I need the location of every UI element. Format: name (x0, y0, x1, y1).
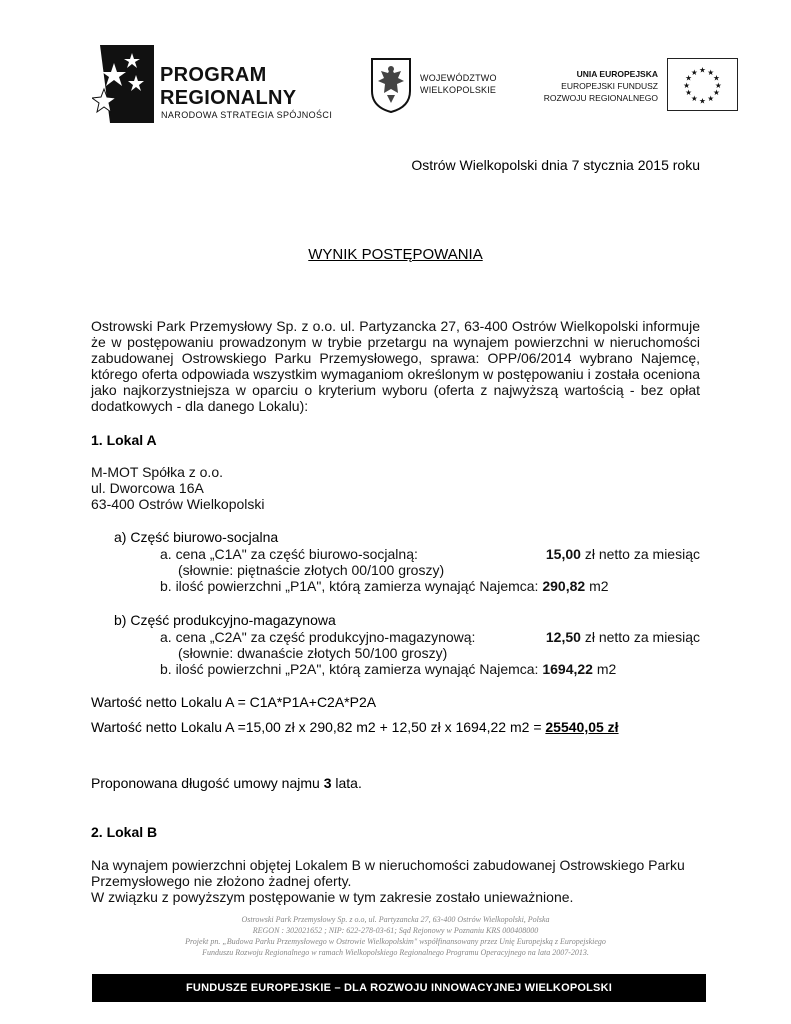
part-b-area-unit: m2 (596, 661, 617, 677)
svg-text:★: ★ (699, 96, 706, 106)
lease-duration-label: Proponowana długość umowy najmu (91, 775, 320, 791)
program-logo-line1: PROGRAM (160, 64, 267, 86)
svg-text:★: ★ (683, 80, 691, 90)
part-a-price (160, 546, 700, 578)
eu-logo-line1: UNIA EUROPEJSKA (576, 69, 658, 79)
program-regionalny-logo (92, 45, 354, 123)
part-a-title: a) Część biurowo-socjalna (114, 529, 279, 545)
winner-name: M-MOT Spółka z o.o. (91, 464, 224, 480)
part-b-price-label: a. cena „C2A" za część produkcyjno-magazynową: (160, 629, 476, 645)
part-b-price-words: (słownie: dwanaście złotych 50/100 groszy) (178, 645, 448, 661)
part-b-title: b) Część produkcyjno-magazynowa (114, 612, 336, 628)
part-b-price (160, 629, 700, 661)
winner-city: 63-400 Ostrów Wielkopolski (91, 496, 265, 512)
section2-line1: Na wynajem powierzchni objętej Lokalem B w nieruchomości zabudowanej Ostrowskiego Parku Przemysłowego nie złożono żadnej oferty. (91, 857, 685, 889)
section1-title: 1. Lokal A (91, 432, 157, 448)
svg-text:★: ★ (690, 93, 698, 103)
intro-paragraph: Ostrowski Park Przemysłowy Sp. z o.o. ul. Partyzancka 27, 63-400 Ostrów Wielkopolski informuje że w postępowaniu prowadzonym w trybie przetargu na wynajem powierzchni w nieruchomości zabudowanej Ostrowskiego Parku Przemysłowego, sprawa: OPP/06/2014 wybrano Najemcę, którego oferta odpowiada wszystkim wymaganiom określonym w postępowaniu i została oceniona jako najkorzystniejsza w oparciu o kryterium wyboru (oferta z najwyższą wartością - bez opłat dodatkowych - dla danego Lokalu): (91, 318, 700, 414)
svg-text:★: ★ (712, 88, 720, 98)
part-a-price-words: (słownie: piętnaście złotych 00/100 groszy) (178, 562, 445, 578)
eu-logo-line3: ROZWOJU REGIONALNEGO (543, 93, 658, 103)
part-a-price-value: 15,00 (545, 546, 581, 562)
part-b-area (160, 661, 700, 677)
part-b-price-suffix: zł netto za miesiąc (584, 629, 700, 645)
value-calculation-text: Wartość netto Lokalu A =15,00 zł x 290,82 m2 + 12,50 zł x 1694,22 m2 = (91, 719, 542, 735)
footer-line1: Ostrowski Park Przemysłowy Sp. z o.o, ul. Partyzancka 27, 63-400 Ostrów Wielkopolski, Polska (241, 915, 550, 924)
eagle-crest-icon (370, 57, 412, 113)
lease-duration-unit: lata. (335, 775, 362, 791)
woj-logo-line1: WOJEWÓDZTWO (420, 73, 497, 83)
woj-logo-line2: WIELKOPOLSKIE (420, 85, 497, 95)
section2-body (91, 857, 700, 905)
program-regionalny-emblem-icon (92, 45, 154, 123)
part-a-area-value: 290,82 (542, 578, 586, 594)
part-b-area-label: b. ilość powierzchni „P2A", którą zamierza wynająć Najemca: (160, 661, 539, 677)
value-formula: Wartość netto Lokalu A = C1A*P1A+C2A*P2A (91, 694, 377, 710)
value-calculation (91, 719, 619, 735)
document-title: WYNIK POSTĘPOWANIA (308, 246, 483, 263)
svg-text:★: ★ (712, 73, 720, 83)
part-a-area (160, 578, 700, 594)
footer-line3: Projekt pn. „Budowa Parku Przemysłowego w Ostrowie Wielkopolskim" współfinansowany przez Unię Europejską z Europejskiego (185, 937, 606, 946)
part-b-area-value: 1694,22 (542, 661, 593, 677)
svg-text:★: ★ (685, 73, 693, 83)
svg-text:★: ★ (699, 65, 706, 75)
svg-text:★: ★ (685, 88, 693, 98)
svg-text:★: ★ (707, 93, 715, 103)
eu-logo-line2: EUROPEJSKI FUNDUSZ (561, 81, 658, 91)
value-total: 25540,05 zł (545, 719, 619, 735)
part-a-area-label: b. ilość powierzchni „P1A", którą zamierza wynająć Najemca: (160, 578, 539, 594)
part-a-area-unit: m2 (589, 578, 609, 594)
footer-info (0, 914, 791, 958)
part-a-price-suffix: zł netto za miesiąc (584, 546, 700, 562)
date-line: Ostrów Wielkopolski dnia 7 stycznia 2015 roku (411, 157, 700, 173)
winner-street: ul. Dworcowa 16A (91, 480, 204, 496)
section2-line2: W związku z powyższym postępowanie w tym zakresie zostało unieważnione. (91, 889, 574, 905)
eu-flag-icon (667, 58, 738, 111)
lease-duration-value: 3 (323, 775, 332, 791)
part-a-price-label: a. cena „C1A" za część biurowo-socjalną: (160, 546, 418, 562)
footer-line2: REGON : 302021652 ; NIP: 622-278-03-61; Sąd Rejonowy w Poznaniu KRS 000408000 (252, 926, 539, 935)
svg-text:★: ★ (707, 67, 715, 77)
part-b-price-value: 12,50 (545, 629, 581, 645)
winner-address (91, 464, 491, 512)
wielkopolskie-logo (370, 57, 510, 113)
section2-title: 2. Lokal B (91, 824, 158, 840)
footer-line4: Funduszu Rozwoju Regionalnego w ramach Wielkopolskiego Regionalnego Programu Operacyjnego na lata 2007-2013. (202, 948, 589, 957)
funds-banner: FUNDUSZE EUROPEJSKIE – DLA ROZWOJU INNOWACYJNEJ WIELKOPOLSKI (92, 974, 706, 1002)
svg-text:★: ★ (690, 67, 698, 77)
svg-text:★: ★ (714, 80, 722, 90)
lease-duration (91, 775, 362, 791)
program-logo-line2: REGIONALNY (160, 87, 297, 109)
program-logo-subtitle: NARODOWA STRATEGIA SPÓJNOŚCI (161, 110, 333, 120)
eu-logo (532, 58, 738, 111)
